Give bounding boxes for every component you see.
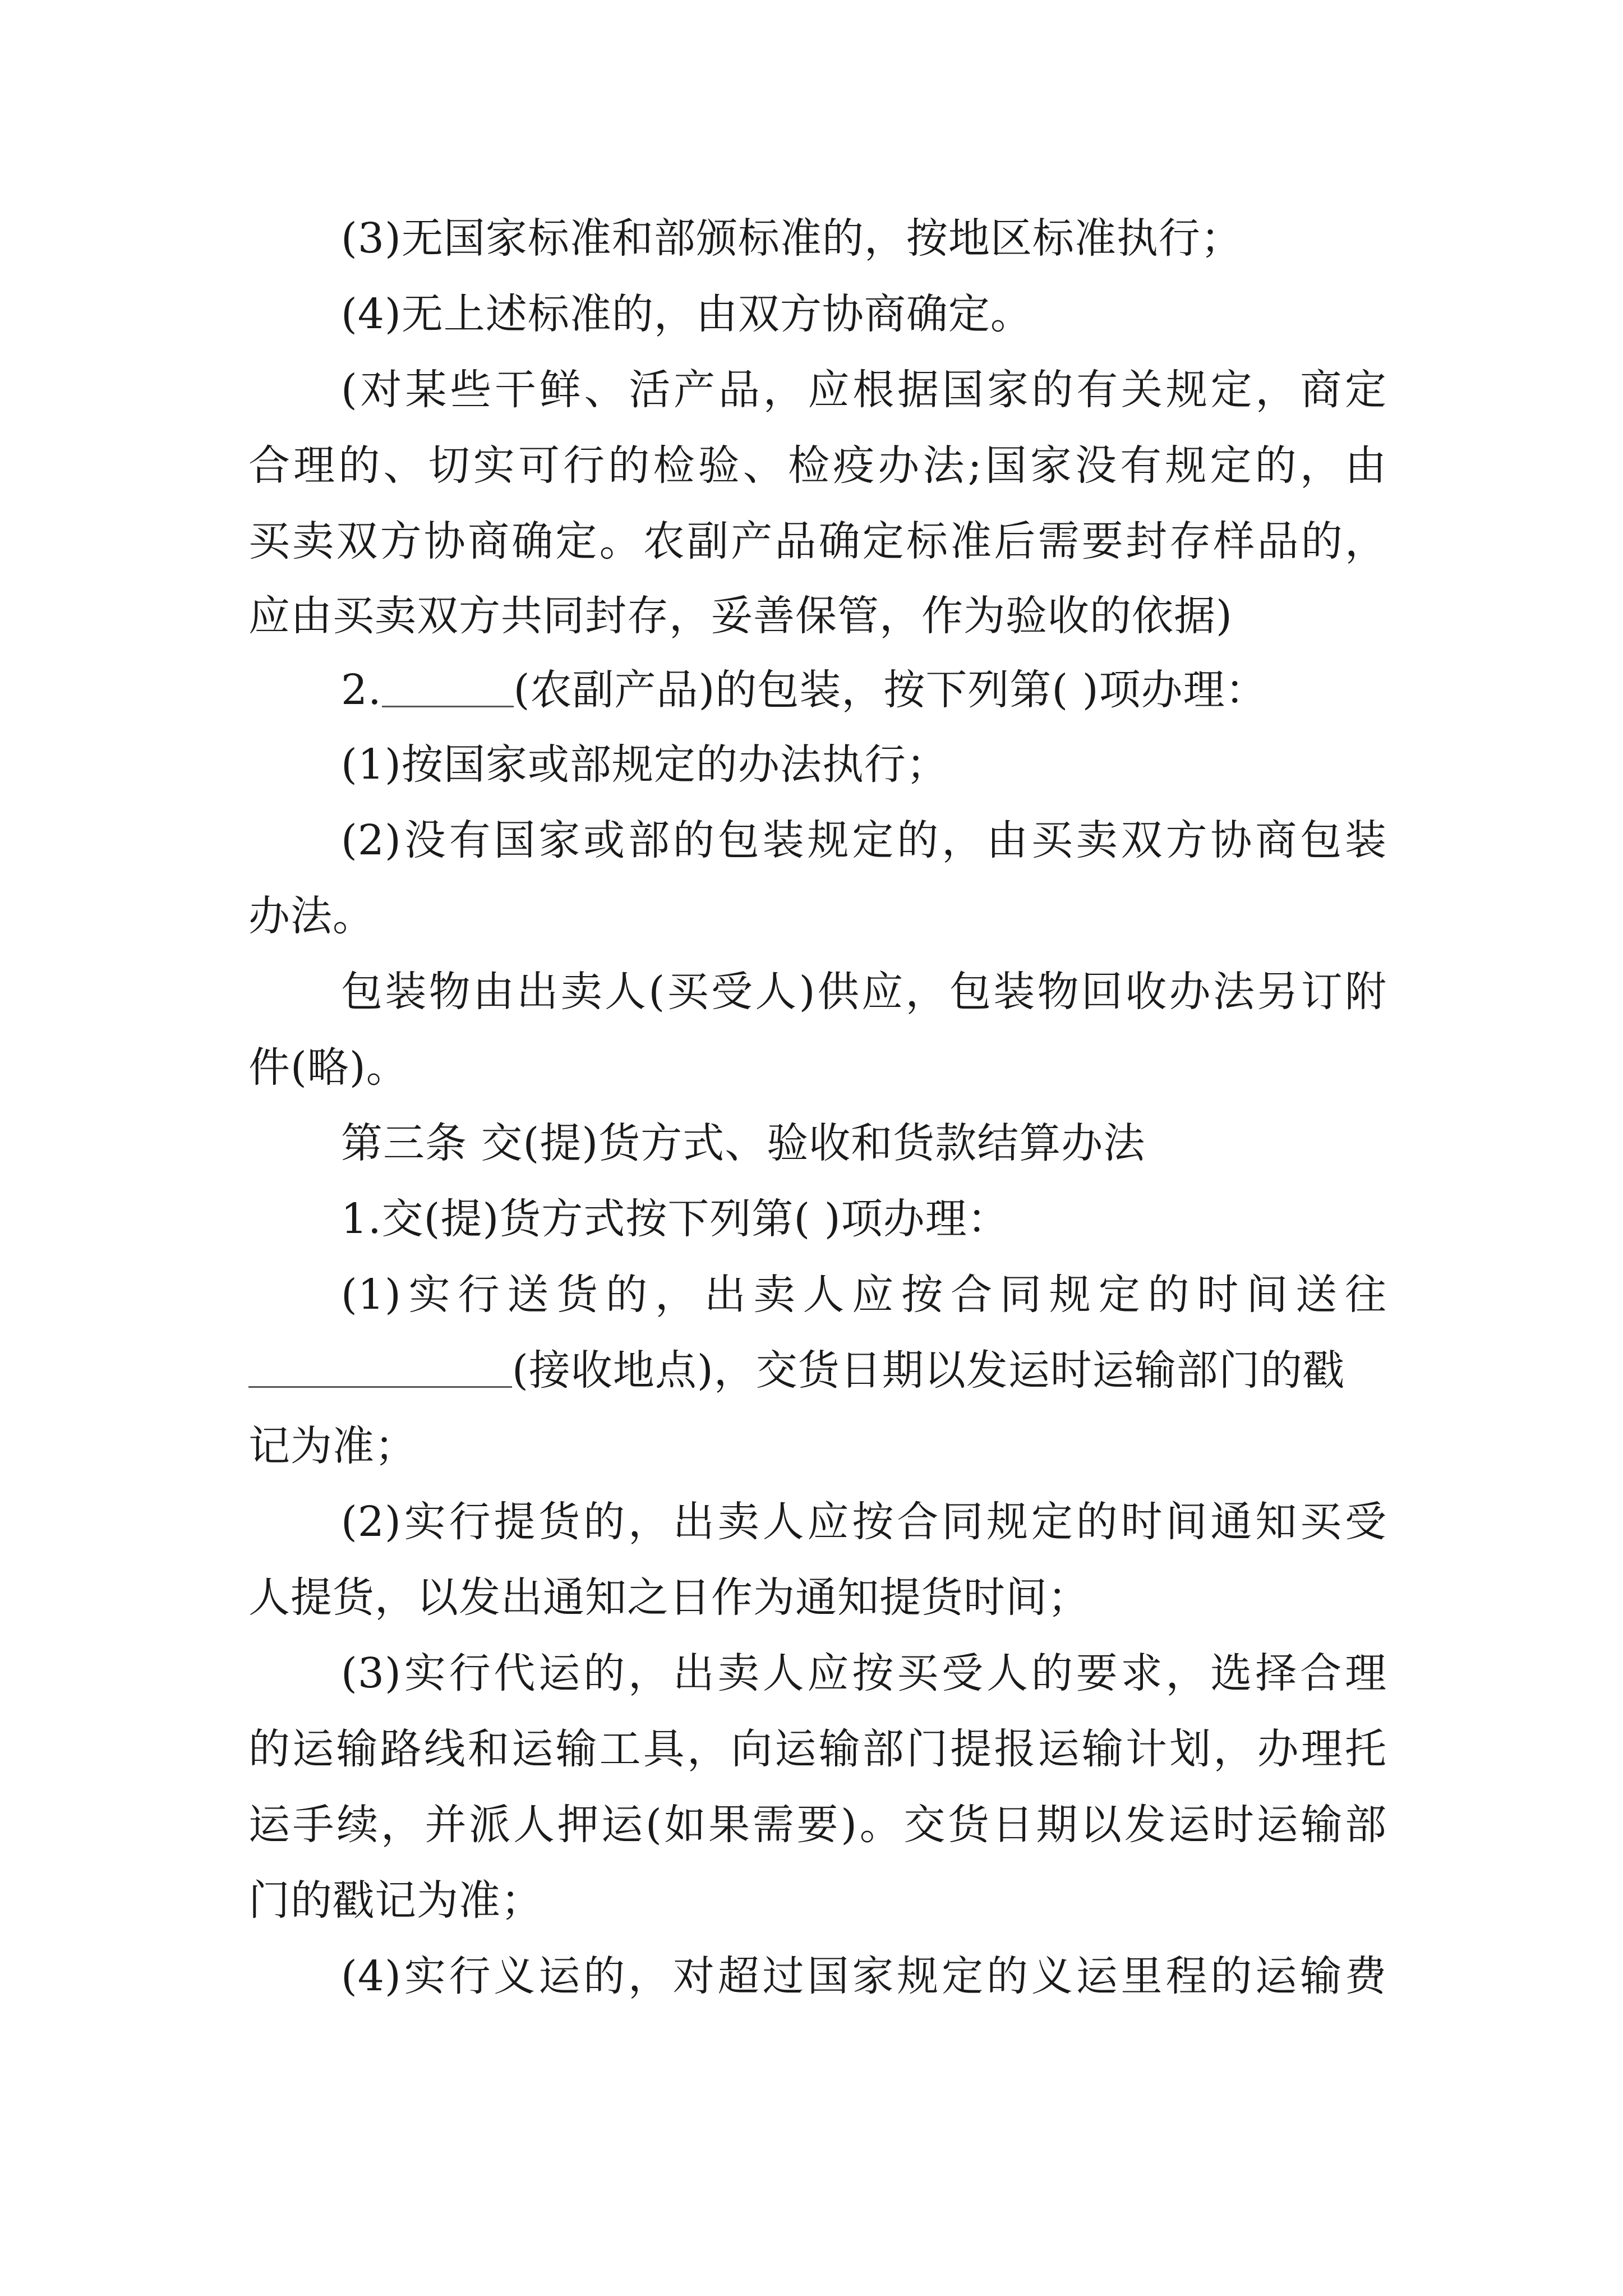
fill-in-blank — [248, 1347, 512, 1388]
text-line: 包装物由出卖人(买受人)供应，包装物回收办法另订附 — [341, 968, 1387, 1016]
fill-in-blank — [382, 666, 514, 707]
text-line: (对某些干鲜、活产品，应根据国家的有关规定，商定 — [341, 366, 1387, 414]
text-line: 的运输路线和运输工具，向运输部门提报运输计划，办理托 — [248, 1725, 1387, 1773]
text-line — [248, 888, 1387, 944]
text-span: (4)无上述标准的，由双方协商确定。 — [341, 290, 1032, 338]
text-line — [248, 1039, 1387, 1096]
item-number: 2. — [341, 666, 382, 714]
text-span: 办法。 — [248, 892, 375, 940]
text-line: 运手续，并派人押运(如果需要)。交货日期以发运时运输部 — [248, 1801, 1387, 1849]
text-span: (农副产品)的包装，按下列第( )项办理： — [513, 666, 1267, 714]
text-line — [341, 737, 1387, 793]
text-line: (1)实行送货的，出卖人应按合同规定的时间送往 — [341, 1271, 1387, 1319]
text-line: (2)没有国家或部的包装规定的，由买卖双方协商包装 — [341, 816, 1387, 864]
text-span: (1)按国家或部规定的办法执行； — [341, 740, 948, 789]
text-line: 买卖双方协商确定。农副产品确定标准后需要封存样品的， — [248, 517, 1387, 565]
text-line: 合理的、切实可行的检验、检疫办法;国家没有规定的，由 — [248, 441, 1387, 490]
text-span: 人提货，以发出通知之日作为通知提货时间； — [248, 1573, 1090, 1622]
text-span: (接收地点)，交货日期以发运时运输部门的戳 — [512, 1346, 1345, 1395]
text-line — [248, 1570, 1387, 1626]
text-line: (3)实行代运的，出卖人应按买受人的要求，选择合理 — [341, 1649, 1387, 1697]
text-line — [341, 286, 1387, 342]
text-line: (4)实行义运的，对超过国家规定的义运里程的运输费 — [341, 1952, 1387, 2000]
text-line — [248, 1418, 1387, 1474]
text-line — [248, 1342, 1387, 1398]
text-line — [341, 662, 1387, 718]
text-line — [341, 210, 1387, 266]
section-heading — [341, 1115, 1387, 1171]
text-line — [248, 1872, 1387, 1929]
text-span: 件(略)。 — [248, 1043, 408, 1092]
text-line — [341, 1191, 1387, 1247]
text-line — [248, 588, 1387, 644]
text-span: 第三条 交(提)货方式、验收和货款结算办法 — [341, 1119, 1146, 1167]
text-line: (2)实行提货的，出卖人应按合同规定的时间通知买受 — [341, 1498, 1387, 1546]
text-span: 应由买卖双方共同封存，妥善保管，作为验收的依据) — [248, 592, 1233, 640]
text-span: 门的戳记为准； — [248, 1876, 543, 1925]
text-span: 记为准； — [248, 1422, 417, 1470]
text-span: (3)无国家标准和部颁标准的，按地区标准执行； — [341, 214, 1243, 263]
text-span: 1.交(提)货方式按下列第( )项办理： — [341, 1195, 1009, 1243]
